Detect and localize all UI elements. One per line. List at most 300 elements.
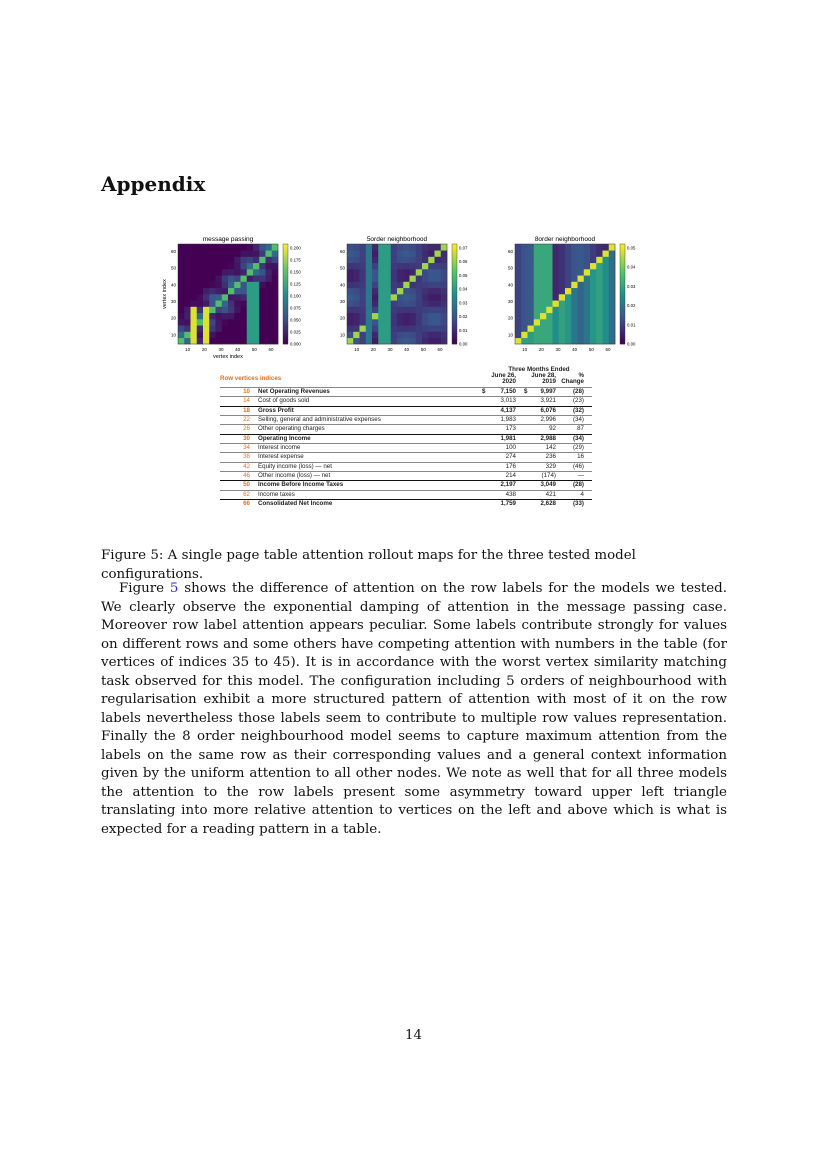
heatmap-cell xyxy=(253,313,260,320)
heatmap-cell xyxy=(540,244,547,251)
colorbar-segment xyxy=(283,249,288,252)
row-label: Income Before Income Taxes xyxy=(258,481,344,489)
row-label: Cost of goods sold xyxy=(258,397,310,405)
heatmap-cell xyxy=(403,325,410,332)
heatmap-cell xyxy=(241,288,248,295)
heatmap-cell xyxy=(353,332,360,339)
heatmap-cell xyxy=(534,250,541,257)
heatmap-cell xyxy=(372,338,379,345)
heatmap-cell xyxy=(191,269,198,276)
heatmap-cell xyxy=(559,307,566,314)
heatmap-cell xyxy=(241,282,248,289)
heatmap-cell xyxy=(609,263,616,270)
heatmap-cell xyxy=(259,294,266,301)
heatmap-cell xyxy=(428,244,435,251)
heatmap-cell xyxy=(184,263,191,270)
heatmap-cell xyxy=(259,313,266,320)
heatmap-cell xyxy=(178,263,185,270)
heatmap-cell xyxy=(203,263,210,270)
heatmap-cell xyxy=(578,313,585,320)
heatmap-cell xyxy=(546,257,553,264)
heatmap-cell xyxy=(397,325,404,332)
heatmap-cell xyxy=(247,257,254,264)
y-tick-label: 10 xyxy=(339,332,345,338)
heatmap-cell xyxy=(372,294,379,301)
heatmap-cell xyxy=(403,263,410,270)
heatmap-cell xyxy=(422,294,429,301)
heatmap-cell xyxy=(209,307,216,314)
heatmap-cell xyxy=(521,294,528,301)
y-tick-label: 60 xyxy=(507,249,513,254)
value-change: (23) xyxy=(572,397,584,405)
x-axis-label: vertex index xyxy=(213,354,243,360)
colorbar-tick-label: 0.000 xyxy=(290,341,301,347)
colorbar-segment xyxy=(452,267,457,270)
x-tick-label: 20 xyxy=(538,347,544,352)
heatmap-cell xyxy=(247,244,254,251)
heatmap-cell xyxy=(609,282,616,289)
colorbar-segment xyxy=(452,302,457,305)
heatmap-cell xyxy=(553,244,560,251)
heatmap-cell xyxy=(571,338,578,345)
heatmap-cell xyxy=(391,325,398,332)
heatmap-cell xyxy=(391,282,398,289)
heatmap-cell xyxy=(209,300,216,307)
heatmap-cell xyxy=(222,325,229,332)
heatmap-cell xyxy=(216,313,223,320)
value-2019: 142 xyxy=(545,444,556,452)
financial-table xyxy=(220,366,592,508)
colorbar-segment xyxy=(620,259,625,262)
value-change: (28) xyxy=(572,388,584,395)
period-heading: Three Months Ended xyxy=(508,366,570,373)
heatmap-cell xyxy=(571,300,578,307)
y-tick-label: 40 xyxy=(339,282,345,288)
row-label: Equity income (loss) — net xyxy=(258,462,332,470)
heatmap-cell xyxy=(559,319,566,326)
heatmap-cell xyxy=(247,332,254,339)
heatmap-cell xyxy=(241,294,248,301)
heatmap-cell xyxy=(347,257,354,264)
heatmap-cell xyxy=(385,244,392,251)
heatmap-cell xyxy=(391,313,398,320)
colorbar-segment xyxy=(283,317,288,320)
heatmap-cell xyxy=(191,325,198,332)
heatmap-cell xyxy=(534,269,541,276)
y-tick-label: 20 xyxy=(170,315,176,321)
value-2019: 6,076 xyxy=(540,406,556,414)
colorbar-segment xyxy=(620,272,625,275)
heatmap-cell xyxy=(272,294,279,301)
heatmap-cell xyxy=(540,307,547,314)
heatmap-cell xyxy=(266,313,273,320)
colorbar-segment xyxy=(620,332,625,335)
heatmap-cell xyxy=(416,257,423,264)
heatmap-cell xyxy=(184,307,191,314)
colorbar-segment xyxy=(283,257,288,260)
heatmap-cell xyxy=(209,244,216,251)
heatmap-cell xyxy=(222,319,229,326)
colorbar-segment xyxy=(452,329,457,332)
heatmap-cell xyxy=(347,263,354,270)
heatmap-cell xyxy=(203,313,210,320)
heatmap-cell xyxy=(228,294,235,301)
value-change: 87 xyxy=(577,425,584,433)
colorbar-segment xyxy=(283,337,288,340)
colorbar-segment xyxy=(620,299,625,302)
heatmap-cell xyxy=(372,313,379,320)
value-2019: 2,628 xyxy=(540,500,556,508)
heatmap-cell xyxy=(253,244,260,251)
row-vertex-index: 38 xyxy=(243,453,250,461)
heatmap-cell xyxy=(397,319,404,326)
heatmap-cell xyxy=(209,313,216,320)
heatmap-cell xyxy=(590,313,597,320)
heatmap-cell xyxy=(534,288,541,295)
heatmap-cell xyxy=(422,332,429,339)
heatmap-cell xyxy=(234,307,241,314)
colorbar-segment xyxy=(283,314,288,317)
heatmap-cell xyxy=(197,288,204,295)
heatmap-cell xyxy=(184,275,191,282)
heatmap-cell xyxy=(565,288,572,295)
heatmap-cell xyxy=(565,282,572,289)
heatmap-cell xyxy=(385,294,392,301)
heatmap-cell xyxy=(410,288,417,295)
colorbar-segment xyxy=(452,319,457,322)
heatmap-cell xyxy=(528,313,535,320)
row-vertex-index: 50 xyxy=(243,481,250,489)
heatmap-cell xyxy=(378,338,385,345)
heatmap-cell xyxy=(360,244,367,251)
colorbar-segment xyxy=(283,247,288,250)
value-change: 4 xyxy=(580,490,584,498)
heatmap-cell xyxy=(378,269,385,276)
heatmap-cell xyxy=(360,307,367,314)
colorbar-segment xyxy=(452,309,457,312)
heatmap-cell xyxy=(391,288,398,295)
heatmap-cell xyxy=(528,244,535,251)
heatmap-cell xyxy=(521,275,528,282)
heatmap-cell xyxy=(378,325,385,332)
heatmap-cell xyxy=(372,250,379,257)
heatmap-cell xyxy=(578,244,585,251)
heatmap-cell xyxy=(422,288,429,295)
heatmap-cell xyxy=(571,288,578,295)
heatmap-cell xyxy=(565,263,572,270)
value-change: (32) xyxy=(572,406,584,414)
heatmap-cell xyxy=(391,307,398,314)
heatmap-cell xyxy=(540,250,547,257)
heatmap-cell xyxy=(441,288,448,295)
heatmap-cell xyxy=(353,319,360,326)
heatmap-cell xyxy=(391,244,398,251)
heatmap-cell xyxy=(565,244,572,251)
heatmap-cell xyxy=(559,275,566,282)
row-label: Operating Income xyxy=(258,434,311,442)
heatmap-cell xyxy=(203,275,210,282)
heatmap-cell xyxy=(178,307,185,314)
heatmap-cell xyxy=(578,338,585,345)
heatmap-cell xyxy=(578,250,585,257)
row-label: Other operating charges xyxy=(258,425,325,433)
heatmap-cell xyxy=(590,257,597,264)
row-vertices-label: Row vertices indices xyxy=(220,375,282,382)
heatmap-cell xyxy=(403,257,410,264)
heatmap-cell xyxy=(397,263,404,270)
heatmap-cell xyxy=(222,313,229,320)
heatmap-cell xyxy=(378,282,385,289)
heatmap-cell xyxy=(253,269,260,276)
heatmap-cell xyxy=(553,338,560,345)
heatmap-cell xyxy=(435,288,442,295)
heatmap-cell xyxy=(546,307,553,314)
heatmap-cell xyxy=(578,332,585,339)
colorbar-segment xyxy=(283,309,288,312)
colorbar-segment xyxy=(620,304,625,307)
colorbar-segment xyxy=(283,302,288,305)
heatmap-cell xyxy=(596,257,603,264)
heatmap-cell xyxy=(515,332,522,339)
colorbar-segment xyxy=(283,329,288,332)
heatmap-cell xyxy=(428,288,435,295)
heatmap-cell xyxy=(528,275,535,282)
value-change: (46) xyxy=(572,462,584,470)
colorbar-segment xyxy=(283,289,288,292)
heatmap-cell xyxy=(596,244,603,251)
heatmap-cell xyxy=(553,325,560,332)
financial-table-figure xyxy=(220,366,592,508)
heatmap-cell xyxy=(228,288,235,295)
heatmap-cell xyxy=(191,288,198,295)
heatmap-cell xyxy=(571,319,578,326)
heatmap-cell xyxy=(197,275,204,282)
heatmap-cell xyxy=(228,250,235,257)
heatmap-cell xyxy=(410,275,417,282)
heatmap-cell xyxy=(209,275,216,282)
heatmap-cell xyxy=(540,338,547,345)
heatmap-cell xyxy=(247,269,254,276)
heatmap-cell xyxy=(571,332,578,339)
heatmap-cell xyxy=(366,282,373,289)
heatmap-cell xyxy=(534,338,541,345)
heatmap-cell xyxy=(515,257,522,264)
figure-reference-link[interactable]: 5 xyxy=(169,581,179,596)
heatmap-cell xyxy=(184,338,191,345)
heatmap-cell xyxy=(241,307,248,314)
heatmap-cell xyxy=(272,288,279,295)
heatmap-cell xyxy=(347,325,354,332)
heatmap-cell xyxy=(410,325,417,332)
heatmap-cell xyxy=(553,282,560,289)
value-2020: 7,150 xyxy=(500,388,516,395)
heatmap-cell xyxy=(234,332,241,339)
y-tick-label: 20 xyxy=(507,315,513,321)
heatmap-cell xyxy=(228,332,235,339)
colorbar-segment xyxy=(283,254,288,257)
heatmap-cell xyxy=(372,244,379,251)
heatmap-cell xyxy=(584,250,591,257)
heatmap-cell xyxy=(266,263,273,270)
heatmap-cell xyxy=(366,319,373,326)
heatmap-cell xyxy=(403,313,410,320)
heatmap-cell xyxy=(422,300,429,307)
heatmap-cell xyxy=(184,332,191,339)
page-number: 14 xyxy=(404,1028,423,1043)
heatmap-cell xyxy=(178,338,185,345)
heatmap-cell xyxy=(259,257,266,264)
heatmap-cell xyxy=(216,294,223,301)
heatmap-cell xyxy=(540,294,547,301)
heatmap-cell xyxy=(397,300,404,307)
heatmap-cell xyxy=(222,307,229,314)
heatmap-panel xyxy=(508,236,636,352)
heatmap-cell xyxy=(603,325,610,332)
heatmap-cell xyxy=(272,250,279,257)
heatmap-cell xyxy=(603,338,610,345)
heatmap-cell xyxy=(596,325,603,332)
x-tick-label: 60 xyxy=(437,347,443,352)
heatmap-cell xyxy=(191,257,198,264)
heatmap-cell xyxy=(528,250,535,257)
heatmap-cell xyxy=(521,269,528,276)
currency-symbol: $ xyxy=(524,388,528,395)
heatmap-cell xyxy=(385,300,392,307)
heatmap-cell xyxy=(253,300,260,307)
heatmap-cell xyxy=(596,294,603,301)
heatmap-cell xyxy=(534,257,541,264)
heatmap-cell xyxy=(596,319,603,326)
heatmap-cell xyxy=(441,263,448,270)
heatmap-cell xyxy=(360,282,367,289)
heatmap-cell xyxy=(578,269,585,276)
colorbar-segment xyxy=(620,297,625,300)
colorbar-segment xyxy=(620,317,625,320)
heatmap-cell xyxy=(184,288,191,295)
heatmap-cell xyxy=(403,275,410,282)
heatmap-cell xyxy=(571,269,578,276)
heatmap-cell xyxy=(241,300,248,307)
heatmap-cell xyxy=(590,294,597,301)
heatmap-cell xyxy=(441,275,448,282)
heatmap-cell xyxy=(241,269,248,276)
heatmap-cell xyxy=(416,275,423,282)
heatmap-cell xyxy=(441,282,448,289)
heatmap-cell xyxy=(266,275,273,282)
heatmap-cell xyxy=(209,263,216,270)
heatmap-cell xyxy=(422,338,429,345)
heatmap-cell xyxy=(353,269,360,276)
heatmap-panel xyxy=(340,236,468,352)
heatmap-cell xyxy=(372,275,379,282)
heatmap-cell xyxy=(609,244,616,251)
heatmap-cell xyxy=(241,244,248,251)
heatmap-cell xyxy=(247,313,254,320)
heatmap-cell xyxy=(184,294,191,301)
value-2020: 176 xyxy=(505,462,516,470)
value-2020: 1,983 xyxy=(500,416,516,424)
colorbar-segment xyxy=(283,324,288,327)
heatmap-cell xyxy=(360,332,367,339)
heatmap-cell xyxy=(228,300,235,307)
heatmap-cell xyxy=(378,313,385,320)
heatmap-cell xyxy=(590,288,597,295)
heatmap-cell xyxy=(435,257,442,264)
heatmap-cell xyxy=(546,319,553,326)
heatmap-cell xyxy=(253,275,260,282)
heatmap-cell xyxy=(391,269,398,276)
heatmap-cell xyxy=(553,263,560,270)
heatmap-cell xyxy=(428,263,435,270)
heatmap-cell xyxy=(515,338,522,345)
heatmap-cell xyxy=(360,300,367,307)
row-vertex-index: 30 xyxy=(243,434,250,442)
heatmap-cell xyxy=(216,263,223,270)
heatmap-cell xyxy=(216,257,223,264)
heatmap-cell xyxy=(191,307,198,314)
heatmap-cell xyxy=(397,332,404,339)
heatmap-cell xyxy=(435,338,442,345)
row-label: Interest income xyxy=(258,444,301,452)
heatmap-cell xyxy=(360,313,367,320)
heatmap-cell xyxy=(410,313,417,320)
value-2020: 214 xyxy=(505,472,516,480)
heatmap-cell xyxy=(559,269,566,276)
colorbar-segment xyxy=(620,247,625,250)
heatmap-cell xyxy=(347,300,354,307)
heatmap-cell xyxy=(540,275,547,282)
heatmap-cell xyxy=(203,282,210,289)
heatmap-cell xyxy=(228,244,235,251)
heatmap-cell xyxy=(609,325,616,332)
heatmap-cell xyxy=(546,275,553,282)
heatmap-cell xyxy=(366,263,373,270)
colorbar-segment xyxy=(620,279,625,282)
heatmap-cell xyxy=(184,244,191,251)
value-2020: 4,137 xyxy=(500,406,516,414)
heatmap-cell xyxy=(247,325,254,332)
heatmap-cell xyxy=(216,244,223,251)
heatmap-cell xyxy=(515,282,522,289)
heatmap-cell xyxy=(416,307,423,314)
heatmap-cell xyxy=(435,275,442,282)
heatmap-cell xyxy=(253,282,260,289)
heatmap-cell xyxy=(253,332,260,339)
heatmap-cell xyxy=(609,250,616,257)
heatmap-cell xyxy=(178,288,185,295)
colorbar-tick-label: 0.150 xyxy=(290,269,301,275)
colorbar-segment xyxy=(620,339,625,342)
heatmap-cell xyxy=(397,338,404,345)
heatmap-cell xyxy=(234,282,241,289)
heatmap-cell xyxy=(565,338,572,345)
heatmap-cell xyxy=(435,313,442,320)
heatmap-cell xyxy=(266,244,273,251)
heatmap-cell xyxy=(590,319,597,326)
heatmap-cell xyxy=(584,263,591,270)
x-tick-label: 10 xyxy=(522,347,528,352)
heatmap-cell xyxy=(178,332,185,339)
attention-heatmaps-figure xyxy=(160,232,660,362)
heatmap-cell xyxy=(540,288,547,295)
x-tick-label: 20 xyxy=(370,347,376,352)
heatmap-cell xyxy=(241,319,248,326)
heatmap-cell xyxy=(553,313,560,320)
value-2019: 329 xyxy=(545,462,556,470)
heatmap-cell xyxy=(528,319,535,326)
heatmap-cell xyxy=(422,263,429,270)
heatmap-cell xyxy=(584,313,591,320)
